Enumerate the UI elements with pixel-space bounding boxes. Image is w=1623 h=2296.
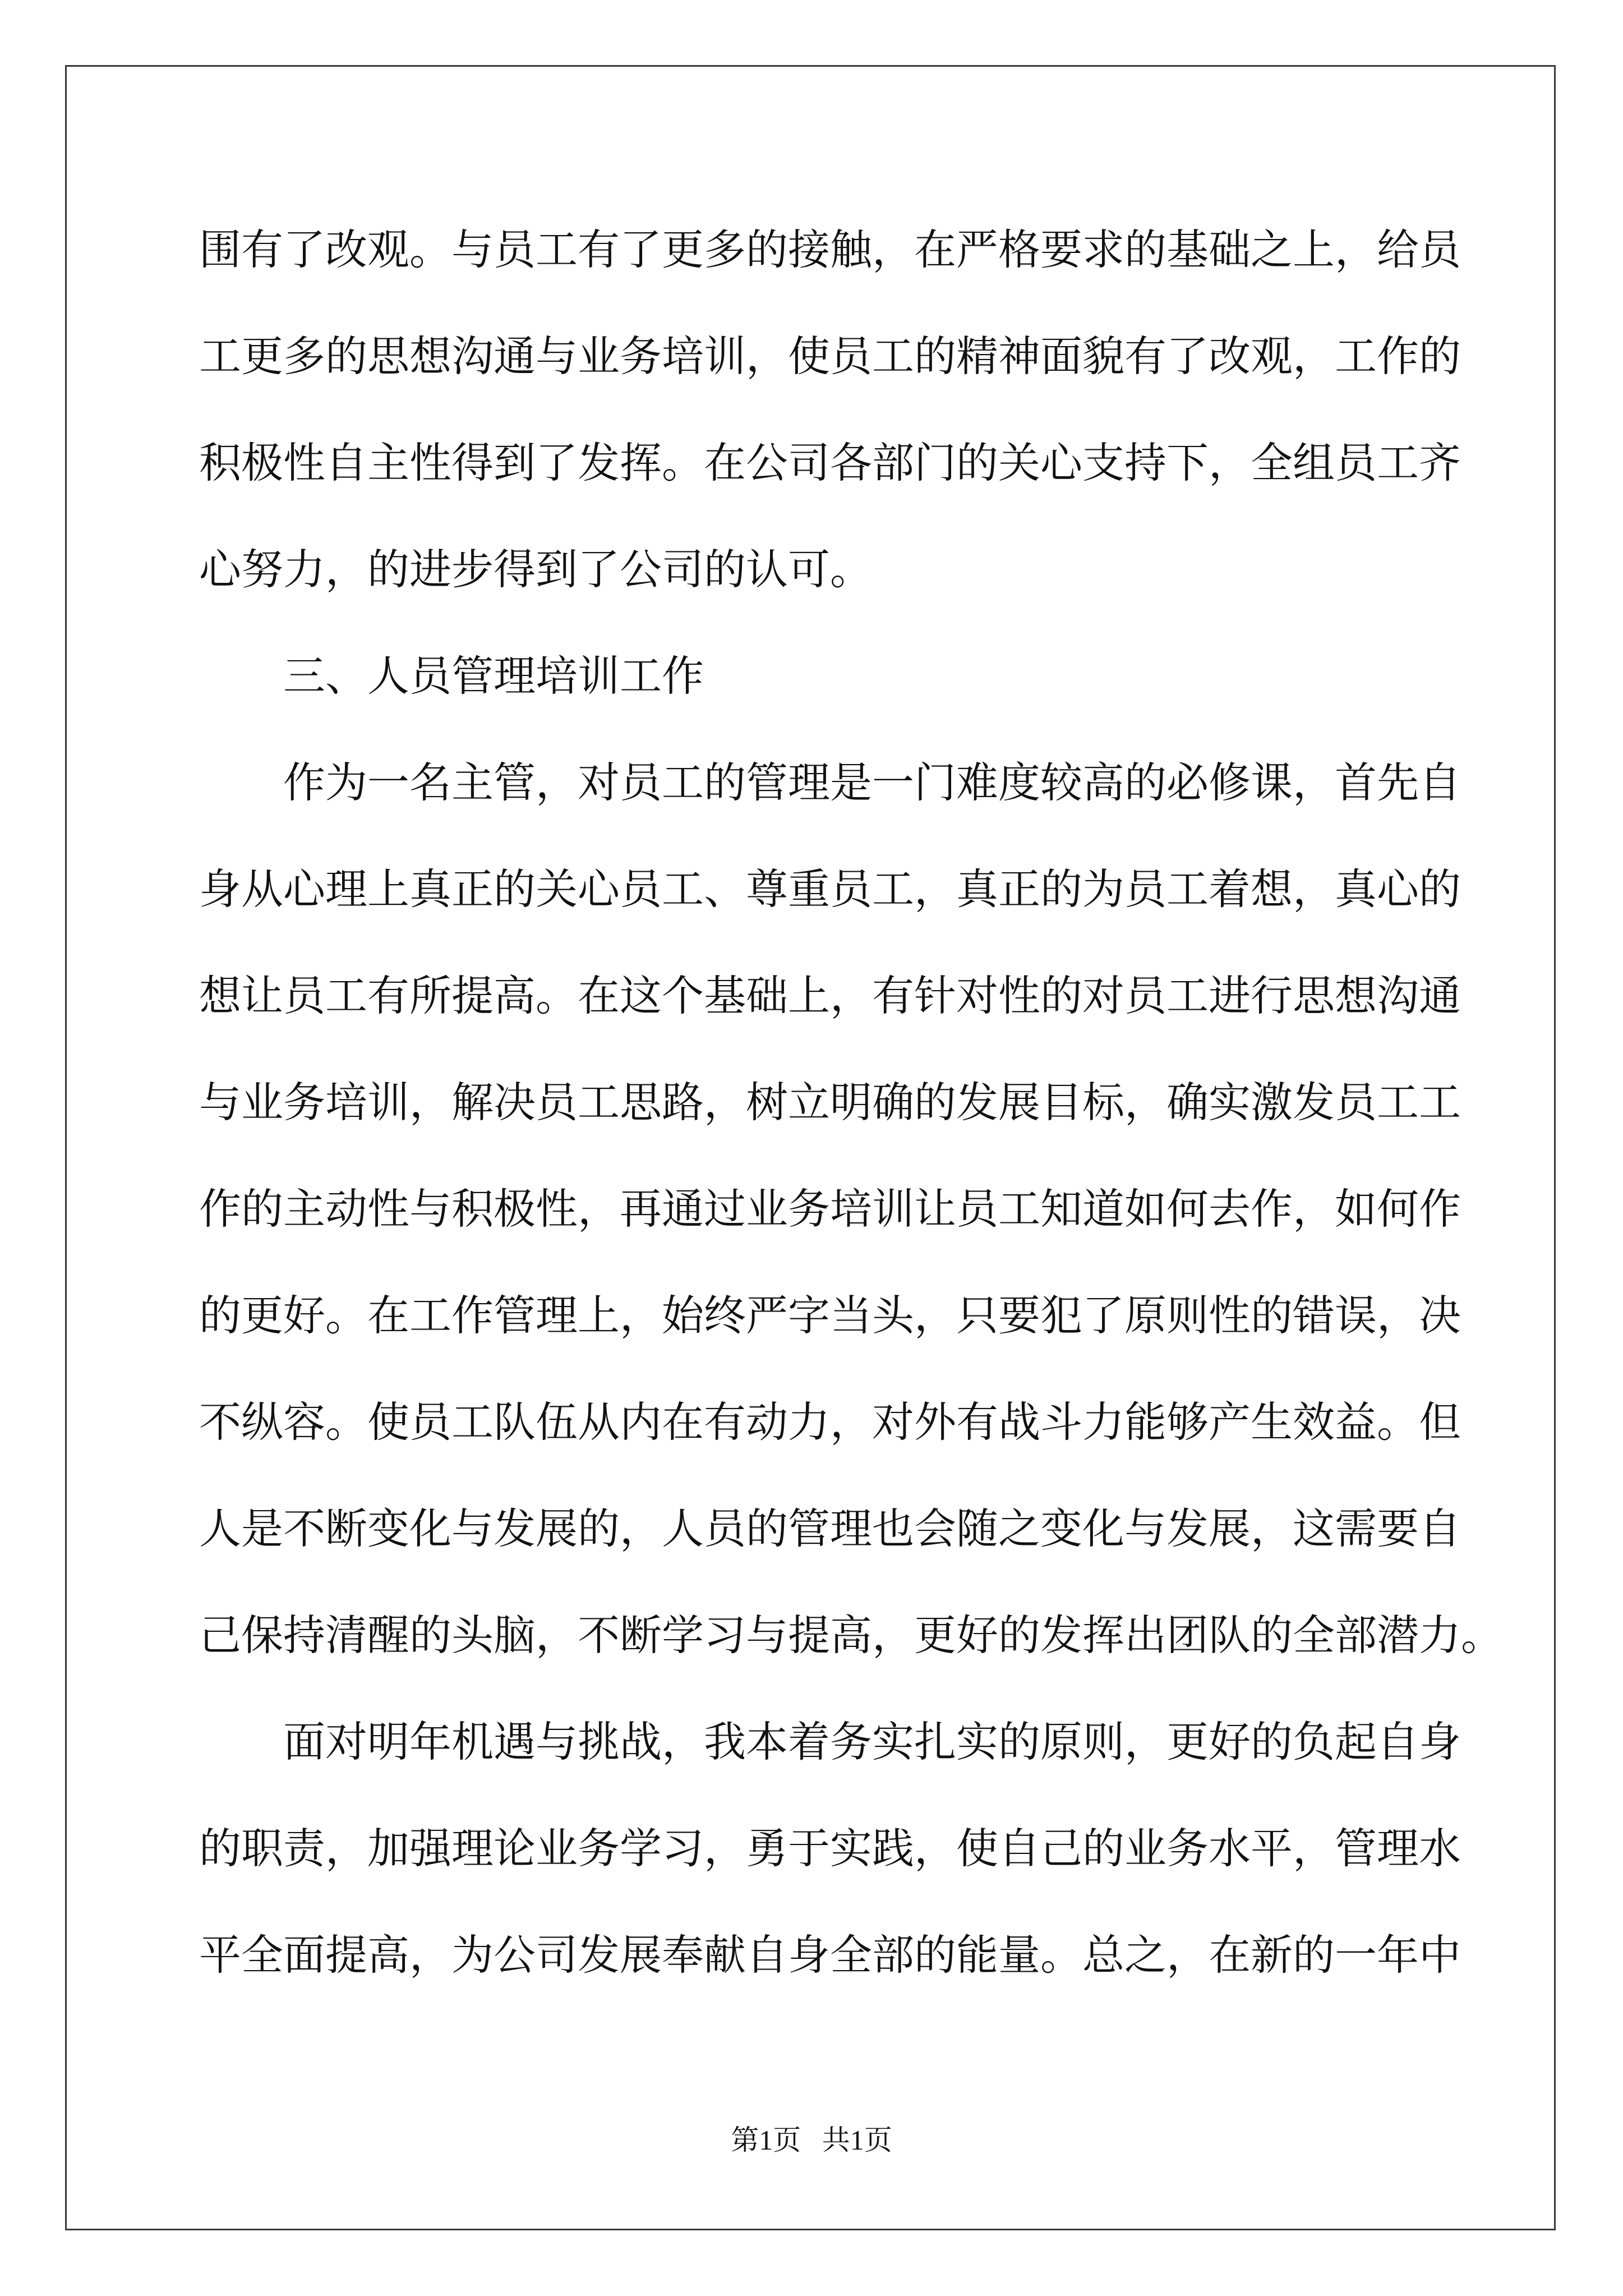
body-text-line: 工更多的思想沟通与业务培训，使员工的精神面貌有了改观，工作的 (199, 332, 1461, 381)
body-text-line: 作的主动性与积极性，再通过业务培训让员工知道如何去作，如何作 (199, 1184, 1461, 1234)
page-footer (0, 2123, 1623, 2157)
body-text-line: 心努力，的进步得到了公司的认可。 (199, 545, 873, 594)
body-text-line: 己保持清醒的头脑，不断学习与提高，更好的发挥出团队的全部潜力。 (199, 1611, 1504, 1660)
body-text-line: 积极性自主性得到了发挥。在公司各部门的关心支持下，全组员工齐 (199, 438, 1461, 487)
page-border (65, 65, 1556, 2230)
body-text-line: 围有了改观。与员工有了更多的接触，在严格要求的基础之上，给员 (199, 225, 1461, 274)
page-number: 第1页 (731, 2124, 801, 2156)
section-heading: 三、人员管理培训工作 (283, 651, 704, 701)
body-text-line: 的职责，加强理论业务学习，勇于实践，使自己的业务水平，管理水 (199, 1824, 1461, 1873)
footer-spacer (801, 2124, 822, 2156)
body-text-line: 想让员工有所提高。在这个基础上，有针对性的对员工进行思想沟通 (199, 971, 1461, 1020)
body-text-line: 的更好。在工作管理上，始终严字当头，只要犯了原则性的错误，决 (199, 1291, 1461, 1340)
body-text-line: 平全面提高，为公司发展奉献自身全部的能量。总之，在新的一年中 (199, 1930, 1461, 1980)
body-text-line: 面对明年机遇与挑战，我本着务实扎实的原则，更好的负起自身 (283, 1717, 1461, 1766)
body-text-line: 与业务培训，解决员工思路，树立明确的发展目标，确实激发员工工 (199, 1078, 1461, 1127)
body-text-line: 身从心理上真正的关心员工、尊重员工，真正的为员工着想，真心的 (199, 864, 1461, 914)
page-total: 共1页 (822, 2124, 892, 2156)
body-text-line: 不纵容。使员工队伍从内在有动力，对外有战斗力能够产生效益。但 (199, 1397, 1461, 1447)
body-text-line: 作为一名主管，对员工的管理是一门难度较高的必修课，首先自 (283, 758, 1461, 807)
body-text-line: 人是不断变化与发展的，人员的管理也会随之变化与发展，这需要自 (199, 1504, 1461, 1553)
